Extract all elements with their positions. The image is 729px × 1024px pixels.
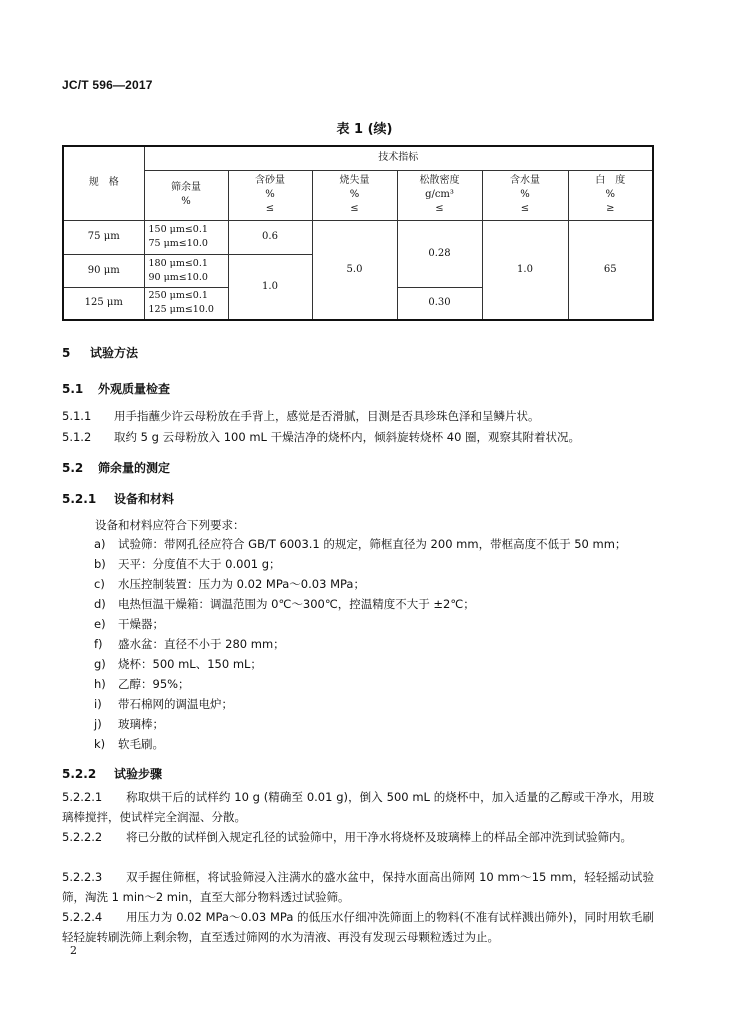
clause-number: 5.1.1 (62, 409, 92, 423)
intro-text: 设备和材料应符合下列要求： (95, 518, 245, 532)
col-limit: ≤ (435, 203, 444, 214)
col-limit: ≥ (606, 203, 615, 214)
item-text: 天平：分度值不大于 0.001 g； (118, 557, 281, 571)
section-heading (62, 490, 174, 507)
col-unit: g/cm³ (425, 189, 454, 200)
step-text: 将已分散的试样倒入规定孔径的试验筛中，用干净水将烧杯及玻璃棒上的样品全部冲洗到试验筛内。 (126, 830, 632, 844)
item-text: 乙醇：95%； (118, 677, 190, 691)
step-number: 5.2.2.4 (62, 910, 103, 924)
list-item (94, 676, 190, 692)
col-header-sieve (144, 170, 228, 220)
item-letter: f) (94, 637, 103, 651)
sieve-line: 150 μm≤0.1 (148, 224, 208, 235)
col-unit: % (349, 189, 360, 200)
item-text: 试验筛：带网孔径应符合 GB/T 6003.1 的规定，筛框直径为 200 mm，带框高度不低于 50 mm； (118, 537, 627, 551)
density-cell: 0.30 (397, 287, 482, 320)
sand-cell: 1.0 (228, 254, 312, 320)
table-title: 表 1 (续) (336, 122, 393, 137)
col-limit: ≤ (350, 203, 359, 214)
col-name: 含砂量 (255, 175, 285, 186)
clause-number: 5.1.2 (62, 430, 92, 444)
step-paragraph (62, 867, 654, 907)
sieve-line: 125 μm≤10.0 (148, 304, 214, 316)
col-name: 松散密度 (419, 175, 460, 186)
item-text: 干燥器； (118, 617, 164, 631)
list-item (94, 556, 281, 572)
step-number: 5.2.2.2 (62, 830, 103, 844)
section-heading (62, 344, 138, 361)
item-text: 玻璃棒； (118, 717, 164, 731)
item-text: 水压控制装置：压力为 0.02 MPa～0.03 MPa； (118, 577, 365, 591)
col-header-density (397, 170, 482, 220)
page-number: 2 (70, 944, 77, 957)
item-letter: i) (94, 697, 102, 711)
section-heading (62, 459, 170, 476)
sieve-cell (144, 287, 228, 320)
col-limit: ≤ (265, 203, 275, 214)
section-number: 5.2.1 (62, 492, 97, 506)
list-item (94, 596, 475, 612)
step-text: 称取烘干后的试样约 10 g (精确至 0.01 g)，倒入 500 mL 的烧杯中，加入适量的乙醇或干净水，用玻璃棒搅拌，使试样完全润湿、分散。 (62, 790, 654, 824)
col-header-sand (228, 170, 312, 220)
section-title: 设备和材料 (114, 492, 175, 506)
step-text: 用压力为 0.02 MPa～0.03 MPa 的低压水仔细冲洗筛面上的物料(不准有试样溅出筛外)，同时用软毛刷轻轻旋转刷洗筛上剩余物，直至透过筛网的水为清液、再没有发现云母颗粒透过为止。 (62, 910, 654, 944)
item-text: 带石棉网的调温电炉； (118, 697, 233, 711)
item-letter: a) (94, 537, 106, 551)
sieve-line: 90 μm≤10.0 (148, 271, 208, 283)
whiteness-cell: 65 (568, 220, 653, 320)
step-number: 5.2.2.3 (62, 870, 103, 884)
list-item (94, 696, 233, 712)
standard-code: JC/T 596—2017 (62, 78, 153, 92)
col-name: 含水量 (510, 175, 540, 186)
spec-header: 规 格 (63, 146, 144, 220)
item-letter: e) (94, 617, 106, 631)
step-paragraph (62, 827, 654, 847)
clause (62, 408, 662, 424)
spec-cell: 75 μm (63, 220, 144, 254)
col-unit: % (181, 196, 191, 207)
section-heading (62, 380, 170, 397)
moisture-cell: 1.0 (482, 220, 568, 320)
item-letter: d) (94, 597, 106, 611)
loss-cell: 5.0 (312, 220, 397, 320)
section-number: 5 (62, 346, 71, 360)
col-name: 烧失量 (339, 175, 370, 186)
item-letter: c) (94, 577, 105, 591)
item-letter: b) (94, 557, 106, 571)
section-title: 筛余量的测定 (98, 461, 171, 475)
item-letter: g) (94, 657, 106, 671)
list-item (94, 636, 285, 652)
sieve-line: 75 μm≤10.0 (148, 238, 208, 249)
section-number: 5.2 (62, 461, 84, 475)
list-item (94, 616, 164, 632)
col-unit: % (265, 189, 275, 200)
spec-cell: 125 μm (63, 287, 144, 320)
clause-text: 用手指蘸少许云母粉放在手背上，感觉是否滑腻，目测是否具珍珠色泽和呈鳞片状。 (114, 409, 540, 423)
sieve-line: 180 μm≤0.1 (148, 257, 208, 269)
item-letter: k) (94, 737, 106, 751)
item-text: 电热恒温干燥箱：调温范围为 0℃～300℃，控温精度不大于 ±2℃； (118, 597, 475, 611)
item-letter: h) (94, 677, 106, 691)
col-name: 筛余量 (171, 182, 201, 193)
col-header-moisture (482, 170, 568, 220)
list-item (94, 716, 164, 732)
list-item (94, 576, 365, 592)
col-header-loss (312, 170, 397, 220)
group-header: 技术指标 (144, 146, 653, 170)
section-heading (62, 765, 162, 782)
clause (62, 429, 662, 445)
section-title: 试验步骤 (114, 767, 163, 781)
step-text: 双手握住筛框，将试验筛浸入注满水的盛水盆中，保持水面高出筛网 10 mm～15 mm，轻轻摇动试验筛，淘洗 1 min～2 min，直至大部分物料透过试验筛。 (62, 870, 654, 904)
spec-table (62, 145, 654, 321)
section-number: 5.1 (62, 382, 84, 396)
item-text: 软毛刷。 (118, 737, 164, 751)
density-cell: 0.28 (397, 220, 482, 287)
spec-cell: 90 μm (63, 254, 144, 287)
item-text: 烧杯：500 mL、150 mL； (118, 657, 262, 671)
item-text: 盛水盆：直径不小于 280 mm； (118, 637, 285, 651)
list-item (94, 656, 262, 672)
step-paragraph (62, 907, 654, 947)
item-letter: j) (94, 717, 102, 731)
sieve-cell (144, 220, 228, 254)
clause-text: 取约 5 g 云母粉放入 100 mL 干燥洁净的烧杯内，倾斜旋转烧杯 40 圈，观察其附着状况。 (114, 430, 581, 444)
col-name: 白 度 (595, 175, 626, 186)
col-limit: ≤ (520, 203, 530, 214)
sieve-cell (144, 254, 228, 287)
col-unit: % (520, 189, 530, 200)
section-title: 外观质量检查 (98, 382, 171, 396)
sieve-line: 250 μm≤0.1 (148, 290, 208, 302)
sand-cell: 0.6 (228, 220, 312, 254)
step-number: 5.2.2.1 (62, 790, 103, 804)
list-item (94, 536, 626, 552)
list-item (94, 736, 164, 752)
col-unit: % (605, 189, 616, 200)
step-paragraph (62, 787, 654, 827)
section-title: 试验方法 (90, 346, 139, 360)
col-header-whiteness (568, 170, 653, 220)
section-number: 5.2.2 (62, 767, 97, 781)
